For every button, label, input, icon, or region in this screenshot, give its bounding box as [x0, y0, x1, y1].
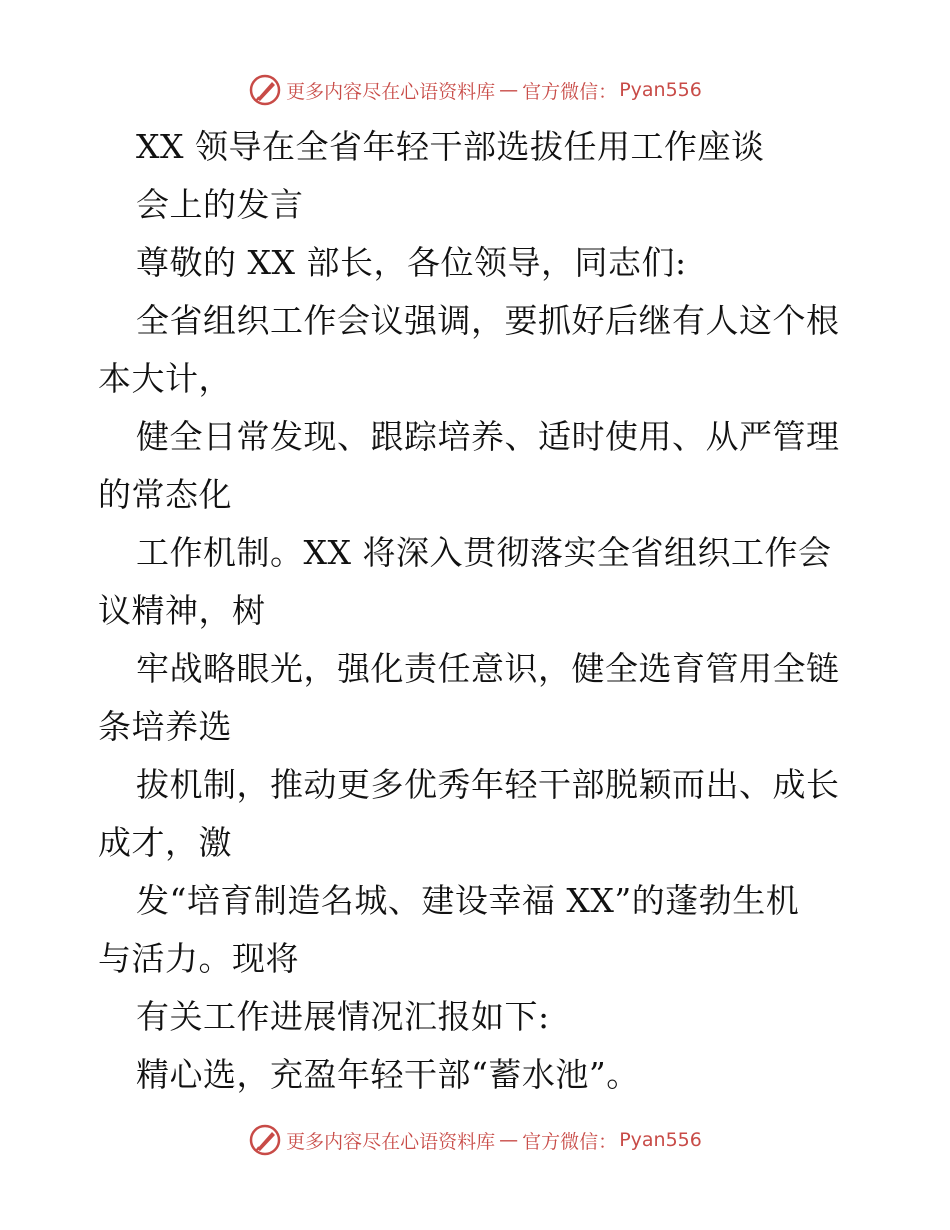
quill-pen-icon: [248, 73, 282, 107]
body-line: 牢战略眼光，强化责任意识，健全选育管用全链: [136, 649, 840, 688]
banner-official-label: 官方微信：: [522, 1130, 618, 1153]
section-heading-line: 精心选，充盈年轻干部“蓄水池”。: [136, 1055, 640, 1094]
header-watermark-banner: [0, 70, 950, 110]
banner-official-label: 官方微信：: [522, 80, 618, 103]
banner-separator: —: [499, 79, 519, 101]
body-line: 工作机制。XX 将深入贯彻落实全省组织工作会: [136, 533, 832, 572]
body-line: 与活力。现将: [98, 939, 299, 978]
body-line: 健全日常发现、跟踪培养、适时使用、从严管理: [136, 417, 840, 456]
body-line: 全省组织工作会议强调，要抓好后继有人这个根: [136, 301, 840, 340]
body-line: 本大计，: [98, 359, 232, 398]
banner-main-text: 更多内容尽在心语资料库: [286, 1130, 496, 1153]
body-line: 议精神，树: [98, 591, 266, 630]
banner-wechat-id: Pyan556: [619, 1129, 702, 1151]
footer-watermark-banner: [0, 1120, 950, 1160]
body-line: 有关工作进展情况汇报如下:: [136, 997, 550, 1036]
quill-pen-icon: [248, 1123, 282, 1157]
salutation-line: 尊敬的 XX 部长，各位领导，同志们:: [136, 243, 687, 282]
title-line-1: XX 领导在全省年轻干部选拔任用工作座谈: [136, 127, 765, 166]
body-line: 条培养选: [98, 707, 232, 746]
banner-separator: —: [499, 1129, 519, 1151]
document-body: [98, 118, 858, 1104]
body-line: 发“培育制造名城、建设幸福 XX”的蓬勃生机: [136, 881, 800, 920]
body-line: 的常态化: [98, 475, 232, 514]
body-line: 成才，激: [98, 823, 232, 862]
title-line-2: 会上的发言: [136, 185, 304, 224]
banner-wechat-id: Pyan556: [619, 79, 702, 101]
body-line: 拔机制，推动更多优秀年轻干部脱颖而出、成长: [136, 765, 840, 804]
banner-main-text: 更多内容尽在心语资料库: [286, 80, 496, 103]
